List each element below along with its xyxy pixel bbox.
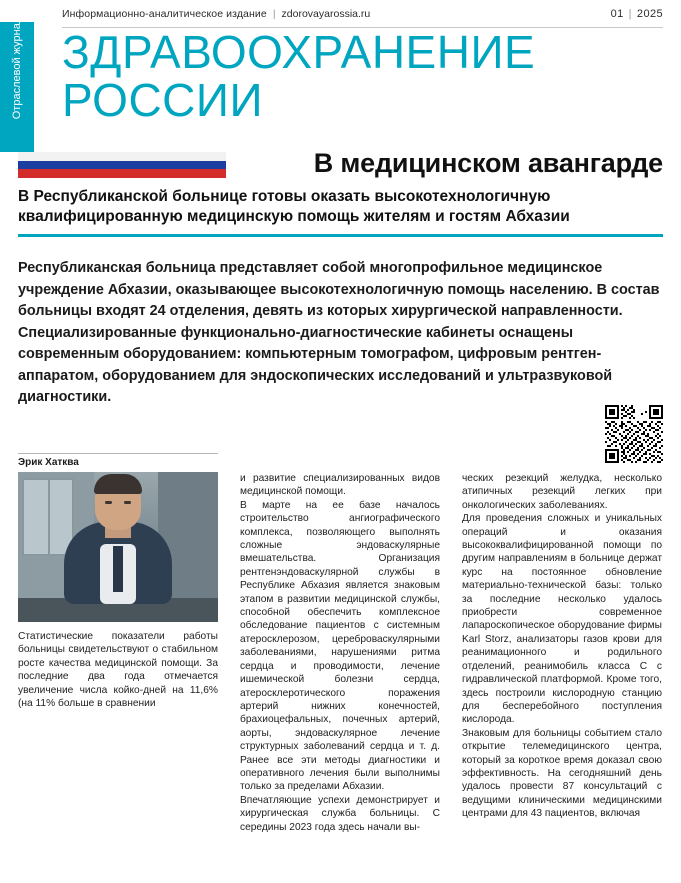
column-1 — [18, 472, 218, 710]
qr-code[interactable] — [605, 405, 663, 463]
issue-info — [611, 8, 663, 20]
russian-flag-icon — [18, 152, 226, 178]
photo-subject-eye-right — [124, 501, 131, 504]
edition-label: Информационно-аналитическое издание — [62, 8, 267, 20]
photo-subject-eye-left — [105, 501, 112, 504]
photo-subject-hair — [94, 474, 142, 494]
site-url: zdorovayarossia.ru — [281, 8, 371, 20]
photo-window — [22, 478, 74, 556]
paragraph: В марте на ее базе началось строительство ангиографического комплекса, позволяющего выполнять сложные эндоваскулярные вмешательства. Организация рентгенэндоваскулярной службы в Республике Абхазия является знаковым этапом в развитии медицинской службы, способной обеспечить комплексное обследование пациентов с системным атеросклерозом, цереброваскулярными заболеваниями, нарушениями ритма сердца и проводимости, лечение ишемической болезни сердца, атеросклеротического поражения артерий нижних конечностей, брахиоцефальных, почечных артерий, аорты, эндоваскулярное лечение структурных заболеваний сердца и т. д. Ранее все эти методы диагностики и оперативного лечения были выполнимы только за пределами Абхазии. — [240, 499, 440, 793]
flag-stripe-red — [18, 169, 226, 178]
side-label-badge — [0, 16, 34, 152]
issue-slash: | — [628, 8, 632, 20]
issue-year: 2025 — [636, 8, 663, 20]
article-subhead: В Республиканской больнице готовы оказать высокотехнологичную квалифицированную медицинскую помощь жителям и гостям Абхазии — [18, 188, 570, 225]
paragraph: и развитие специализированных видов медицинской помощи. — [240, 473, 440, 498]
photo-subject-tie — [113, 546, 123, 592]
article-byline: Эрик Хатква — [18, 457, 79, 468]
byline-divider — [18, 453, 218, 454]
flag-stripe-white — [18, 152, 226, 161]
paragraph: Знаковым для больницы событием стало открытие телемедицинского центра, который за короткое время доказал свою эффективность. На сегодняшний день удалось провести 87 консультаций с ведущими клиническими медицинскими центрами для 43 пациентов, включая — [462, 727, 662, 820]
masthead-line-1: ЗДРАВООХРАНЕНИЕ — [62, 26, 536, 78]
masthead — [62, 28, 663, 124]
photo-caption: Статистические показатели работы больницы свидетельствуют о стабильном росте качества медицинской помощи. За последние два года отмечается увеличение числа койко-дней на 11,6% (на 11% больше в сравнении — [18, 631, 218, 710]
article-title-block — [18, 148, 663, 237]
column-3 — [462, 472, 662, 821]
article-photo — [18, 472, 218, 622]
header-separator: | — [272, 8, 276, 20]
article-headline: В медицинском авангарде — [313, 148, 663, 178]
paragraph: ческих резекций желудка, несколько атипичных резекций легких при онкологических заболеваниях. — [462, 473, 662, 511]
column-2 — [240, 472, 440, 834]
paragraph: Для проведения сложных и уникальных операций и оказания высококвалифицированной помощи по другим направлениям в больнице держат курс на постоянное обновление материально-технической базы: только за последние несколько удалось приобрести современное лапароскопическое оборудование фирмы Karl Storz, анализаторы газов крови для реанимационного и родильного отделений, реанимобиль класса С с гидравлической платформой. Кроме того, здесь построили кислородную станцию для бесперебойного поступления кислорода. — [462, 513, 662, 726]
side-label-text: Отраслевой журнал — [11, 16, 23, 120]
issue-number: 01 — [610, 8, 624, 20]
masthead-line-2: РОССИИ — [62, 74, 264, 126]
article-lead: Республиканская больница представляет собой многопрофильное медицинское учреждение Абхазии, оказывающее высокотехнологичную помощь населению. В состав больницы входят 24 отделения, девять из которых хирургической направленности. Специализированные функционально-диагностические кабинеты оснащены современным оборудованием: компьютерным томографом, цифровым рентген-аппаратом, оборудованием для эндоскопических исследований и ультразвуковой диагностики. — [18, 260, 660, 405]
accent-divider — [18, 234, 663, 237]
flag-stripe-blue — [18, 161, 226, 170]
paragraph: Впечатляющие успехи демонстрирует и хирургическая служба больницы. С середины 2023 года здесь начали вы- — [240, 794, 440, 833]
page-header — [0, 0, 681, 28]
article-body — [18, 472, 663, 883]
